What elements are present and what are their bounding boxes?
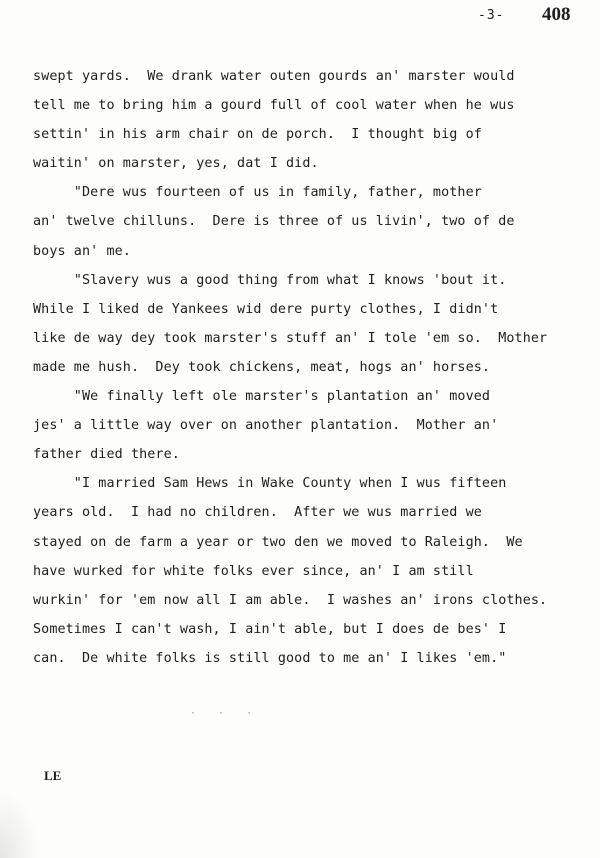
text-line: made me hush. Dey took chickens, meat, hogs an' horses.	[33, 359, 491, 375]
text-line: stayed on de farm a year or two den we moved to Raleigh. We	[33, 534, 523, 550]
text-line: "Slavery wus a good thing from what I knows 'bout it.	[33, 272, 507, 288]
transcript-body	[33, 62, 573, 673]
text-line: jes' a little way over on another plantation. Mother an'	[33, 418, 499, 434]
text-line: an' twelve chilluns. Dere is three of us livin', two of de	[33, 214, 515, 230]
text-line: settin' in his arm chair on de porch. I thought big of	[33, 127, 482, 143]
paper-specks: · · ·	[190, 708, 261, 719]
page-number-secondary: -3-	[478, 8, 505, 23]
text-line: years old. I had no children. After we wus married we	[33, 505, 482, 521]
text-line: father died there.	[33, 447, 180, 463]
text-line: boys an' me.	[33, 243, 131, 259]
text-line: have wurked for white folks ever since, an' I am still	[33, 563, 474, 579]
text-line: tell me to bring him a gourd full of cool water when he wus	[33, 98, 515, 114]
text-line: While I liked de Yankees wid dere purty clothes, I didn't	[33, 301, 499, 317]
text-line: can. De white folks is still good to me an' I likes 'em."	[33, 650, 507, 666]
text-line: wurkin' for 'em now all I am able. I washes an' irons clothes.	[33, 592, 548, 608]
typist-initials: LE	[44, 768, 62, 783]
text-line: "Dere wus fourteen of us in family, father, mother	[33, 185, 482, 201]
paper-smudge	[0, 790, 40, 858]
text-line: "We finally left ole marster's plantation an' moved	[33, 389, 491, 405]
text-line: Sometimes I can't wash, I ain't able, but I does de bes' I	[33, 621, 507, 637]
page-number-stamp: 408	[542, 4, 571, 25]
text-line: waitin' on marster, yes, dat I did.	[33, 156, 319, 172]
text-line: like de way dey took marster's stuff an' I tole 'em so. Mother	[33, 330, 548, 346]
text-line: swept yards. We drank water outen gourds an' marster would	[33, 69, 515, 84]
text-line: "I married Sam Hews in Wake County when I wus fifteen	[33, 476, 507, 492]
